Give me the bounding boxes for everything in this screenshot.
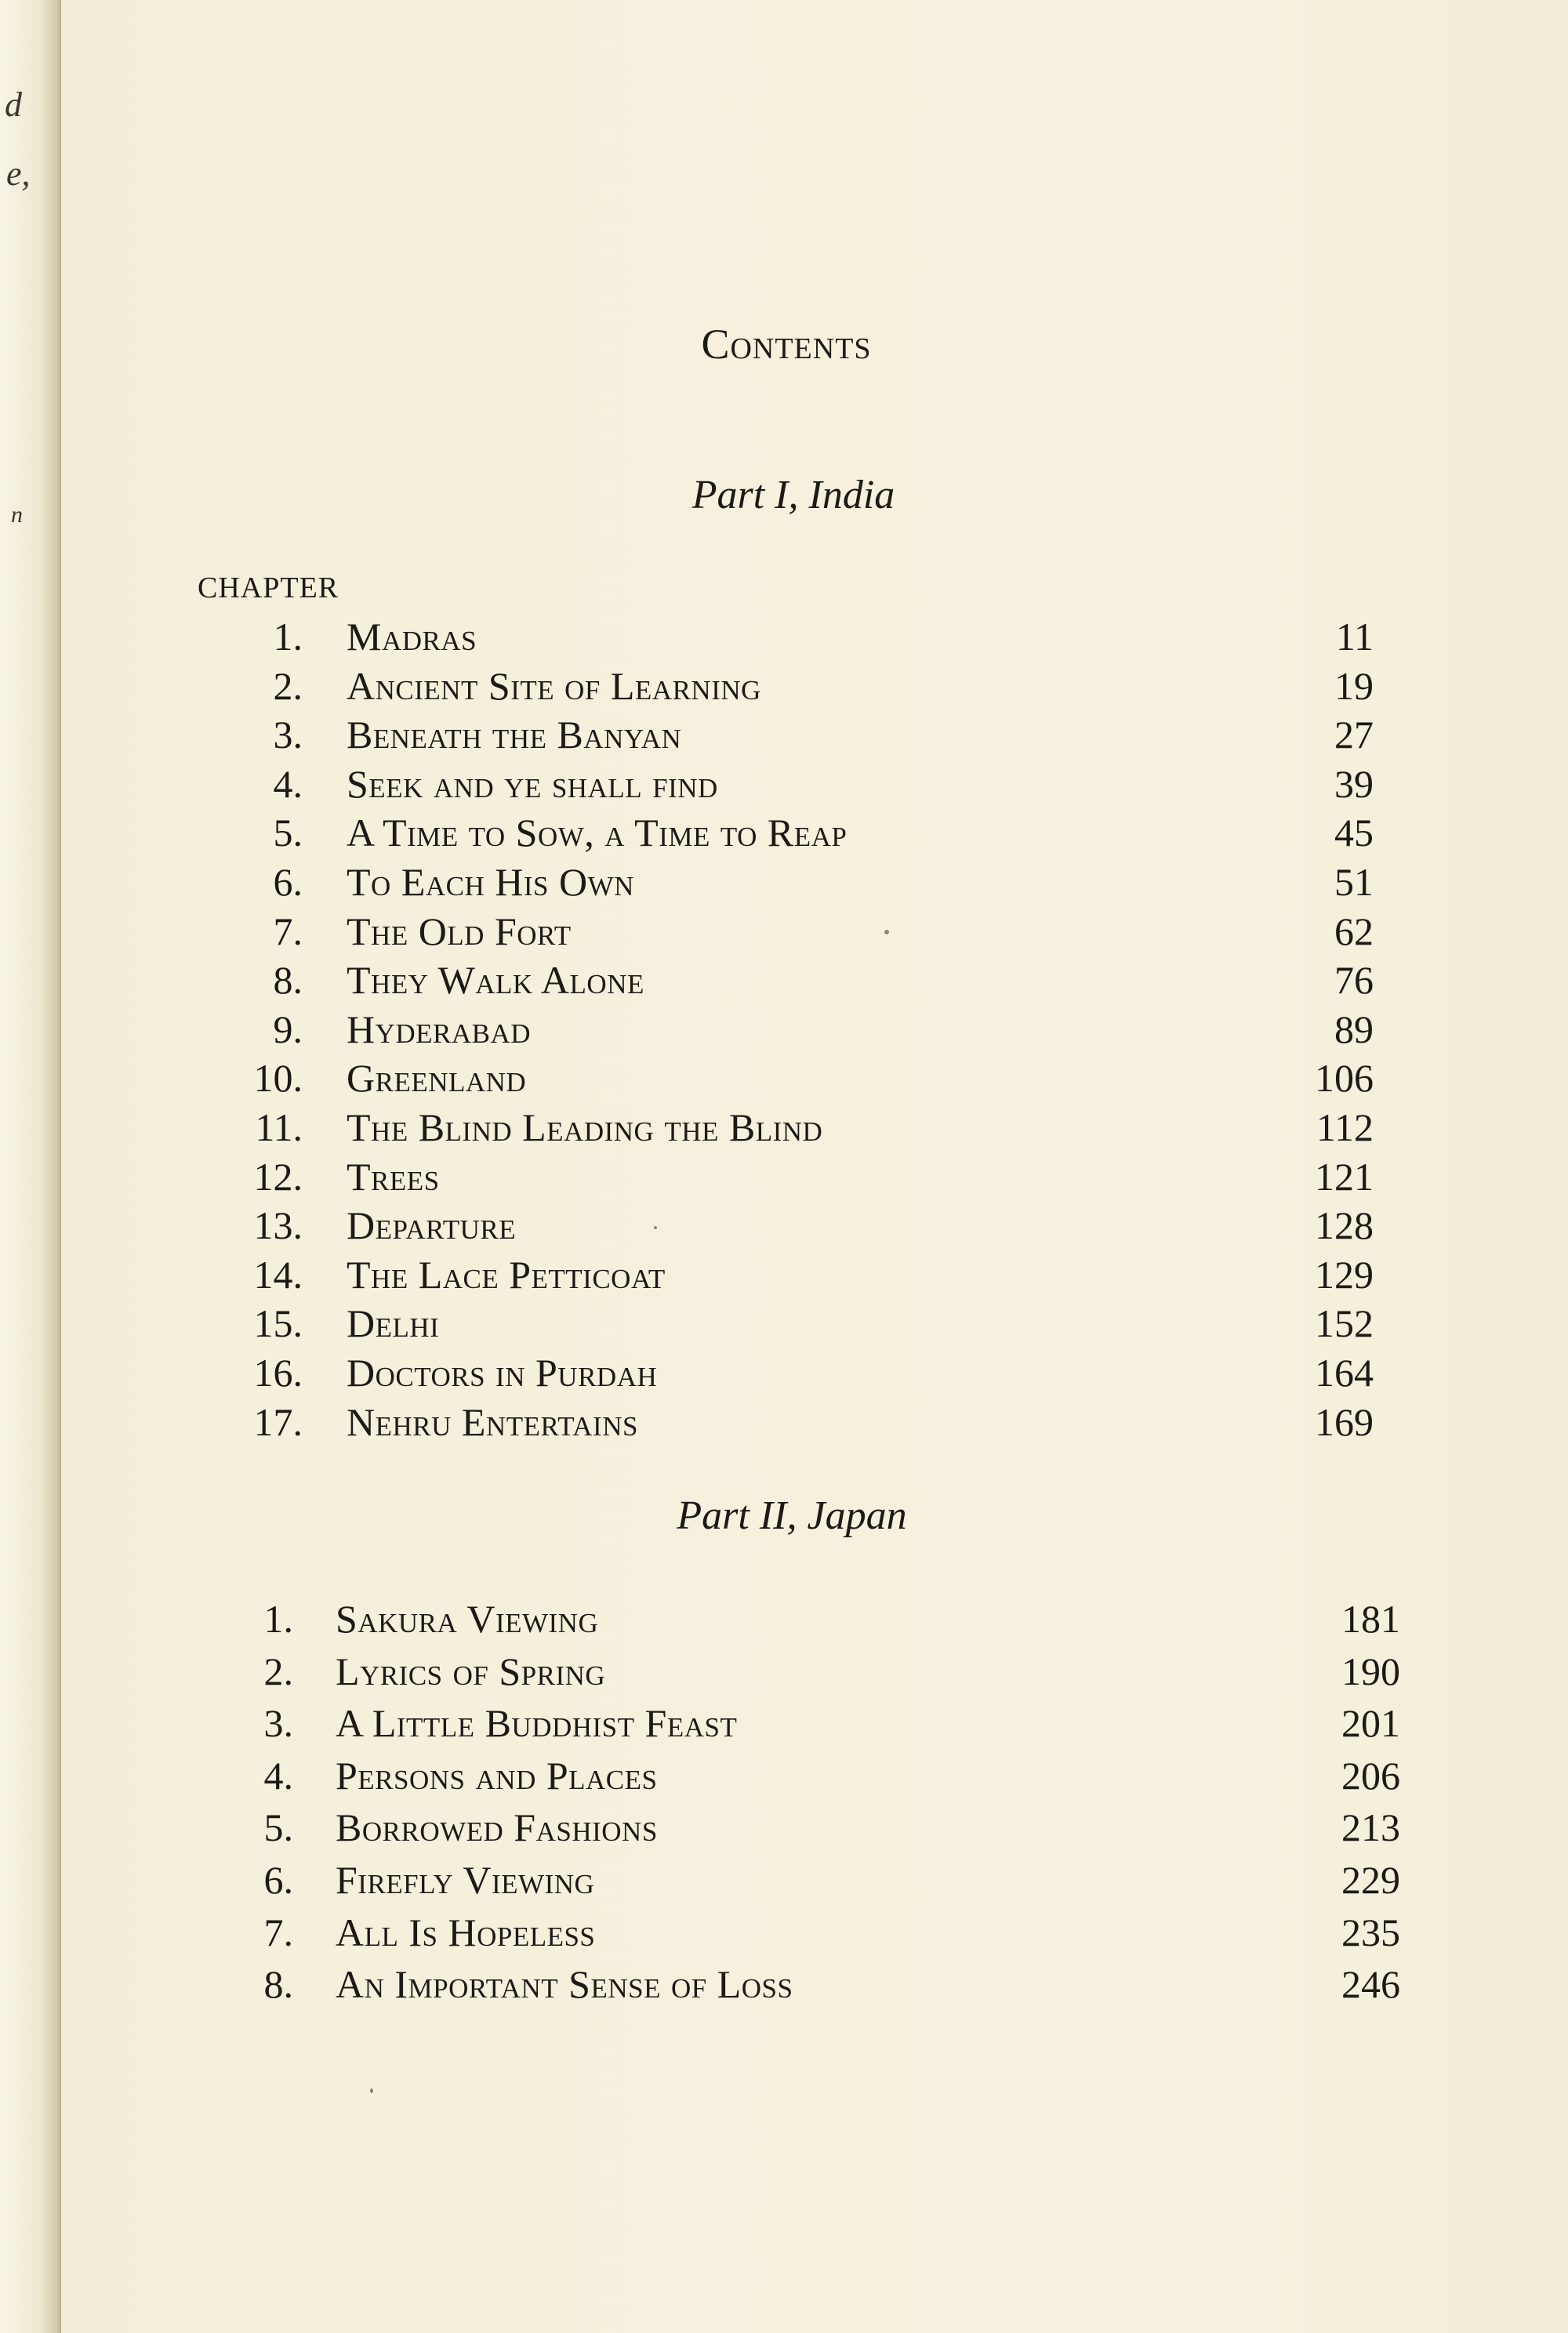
chapter-column-label: CHAPTER xyxy=(198,571,339,604)
chapter-number: 6. xyxy=(263,1858,293,1902)
page-number: 45 xyxy=(1334,811,1374,855)
toc-entry xyxy=(0,1152,1568,1201)
chapter-number: 3. xyxy=(263,1701,293,1746)
chapter-number: 5. xyxy=(273,811,303,855)
paper-fleck xyxy=(370,2088,373,2093)
toc-entry xyxy=(0,858,1568,906)
page-number: 206 xyxy=(1341,1753,1400,1798)
toc-entry xyxy=(0,1054,1568,1102)
chapter-number: 16. xyxy=(253,1351,303,1395)
toc-entry xyxy=(0,956,1568,1004)
toc-entry xyxy=(0,1250,1568,1299)
toc-entry xyxy=(0,1699,1568,1747)
page-number: 112 xyxy=(1316,1105,1374,1149)
chapter-number: 4. xyxy=(273,761,303,806)
toc-entry xyxy=(0,760,1568,808)
toc-entry xyxy=(0,662,1568,710)
chapter-number: 3. xyxy=(273,713,303,757)
chapter-title: Trees xyxy=(347,1154,440,1199)
page-title: Contents xyxy=(701,321,872,368)
chapter-title: Departure xyxy=(347,1203,517,1248)
toc-entry xyxy=(0,1201,1568,1250)
bleed-through-mark: n xyxy=(11,502,23,528)
page-number: 229 xyxy=(1341,1858,1400,1902)
chapter-number: 7. xyxy=(273,909,303,953)
chapter-number: 14. xyxy=(253,1252,303,1297)
chapter-title: A Little Buddhist Feast xyxy=(336,1701,738,1746)
chapter-title: Greenland xyxy=(347,1056,527,1101)
chapter-title: A Time to Sow, a Time to Reap xyxy=(347,811,848,855)
page-number: 89 xyxy=(1334,1007,1374,1051)
chapter-title: Beneath the Banyan xyxy=(347,713,682,757)
page-number: 27 xyxy=(1334,713,1374,757)
page-number: 169 xyxy=(1315,1399,1374,1444)
toc-entry xyxy=(0,1803,1568,1852)
toc-entry xyxy=(0,808,1568,857)
bleed-through-mark: d xyxy=(5,85,22,124)
chapter-number: 1. xyxy=(263,1597,293,1641)
chapter-title: All Is Hopeless xyxy=(336,1910,596,1954)
chapter-number: 10. xyxy=(253,1056,303,1101)
page-number: 76 xyxy=(1334,958,1374,1003)
chapter-title: The Lace Petticoat xyxy=(347,1252,666,1297)
page-number: 121 xyxy=(1315,1154,1374,1199)
toc-entry xyxy=(0,1908,1568,1957)
chapter-number: 2. xyxy=(273,663,303,708)
page-number: 201 xyxy=(1341,1701,1400,1746)
chapter-number: 15. xyxy=(253,1301,303,1346)
page-number: 106 xyxy=(1315,1056,1374,1101)
page-number: 128 xyxy=(1315,1203,1374,1248)
chapter-title: Borrowed Fashions xyxy=(336,1805,658,1850)
chapter-title: The Blind Leading the Blind xyxy=(347,1105,823,1149)
part-title: Part I, India xyxy=(691,473,895,517)
toc-entry xyxy=(0,710,1568,759)
page-number: 235 xyxy=(1341,1910,1400,1954)
chapter-title: They Walk Alone xyxy=(347,958,644,1003)
page-number: 152 xyxy=(1315,1301,1374,1346)
part-title: Part II, Japan xyxy=(677,1493,907,1538)
page-number: 51 xyxy=(1334,860,1374,904)
toc-entry xyxy=(0,1348,1568,1397)
chapter-number: 6. xyxy=(273,860,303,904)
chapter-title: Ancient Site of Learning xyxy=(347,663,761,708)
chapter-number: 9. xyxy=(273,1007,303,1051)
chapter-title: Hyderabad xyxy=(347,1007,532,1051)
toc-entry xyxy=(0,1398,1568,1446)
page-number: 39 xyxy=(1334,761,1374,806)
toc-entry xyxy=(0,1960,1568,2008)
chapter-title: Doctors in Purdah xyxy=(347,1351,658,1395)
page-number: 11 xyxy=(1335,615,1374,659)
page-number: 213 xyxy=(1341,1805,1400,1850)
chapter-number: 5. xyxy=(263,1805,293,1850)
chapter-number: 4. xyxy=(263,1753,293,1798)
chapter-number: 11. xyxy=(255,1105,303,1149)
page-number: 190 xyxy=(1341,1649,1400,1693)
toc-entry xyxy=(0,1751,1568,1800)
chapter-title: Firefly Viewing xyxy=(336,1858,595,1902)
chapter-number: 8. xyxy=(263,1962,293,2007)
chapter-number: 1. xyxy=(273,615,303,659)
chapter-title: Persons and Places xyxy=(336,1753,658,1798)
page-number: 129 xyxy=(1315,1252,1374,1297)
toc-entry xyxy=(0,1299,1568,1348)
page-number: 19 xyxy=(1334,663,1374,708)
chapter-number: 12. xyxy=(253,1154,303,1199)
toc-entry xyxy=(0,1595,1568,1643)
chapter-title: Madras xyxy=(347,615,477,659)
chapter-number: 8. xyxy=(273,958,303,1003)
chapter-title: Sakura Viewing xyxy=(336,1597,599,1641)
chapter-title: Nehru Entertains xyxy=(347,1399,638,1444)
toc-entry xyxy=(0,1005,1568,1054)
toc-entry xyxy=(0,1856,1568,1904)
page-number: 181 xyxy=(1341,1597,1400,1641)
page-number: 246 xyxy=(1341,1962,1400,2007)
toc-entry xyxy=(0,907,1568,956)
page-number: 164 xyxy=(1315,1351,1374,1395)
chapter-number: 7. xyxy=(263,1910,293,1954)
toc-entry xyxy=(0,1647,1568,1696)
chapter-number: 2. xyxy=(263,1649,293,1693)
toc-entry xyxy=(0,1103,1568,1152)
chapter-number: 13. xyxy=(253,1203,303,1248)
chapter-title: Delhi xyxy=(347,1301,440,1346)
chapter-number: 17. xyxy=(253,1399,303,1444)
chapter-title: The Old Fort xyxy=(347,909,572,953)
toc-entry xyxy=(0,612,1568,661)
chapter-title: To Each His Own xyxy=(347,860,634,904)
chapter-title: An Important Sense of Loss xyxy=(336,1962,793,2007)
bleed-through-mark: e, xyxy=(6,154,31,193)
chapter-title: Seek and ye shall find xyxy=(347,761,718,806)
chapter-title: Lyrics of Spring xyxy=(336,1649,606,1693)
page-number: 62 xyxy=(1334,909,1374,953)
